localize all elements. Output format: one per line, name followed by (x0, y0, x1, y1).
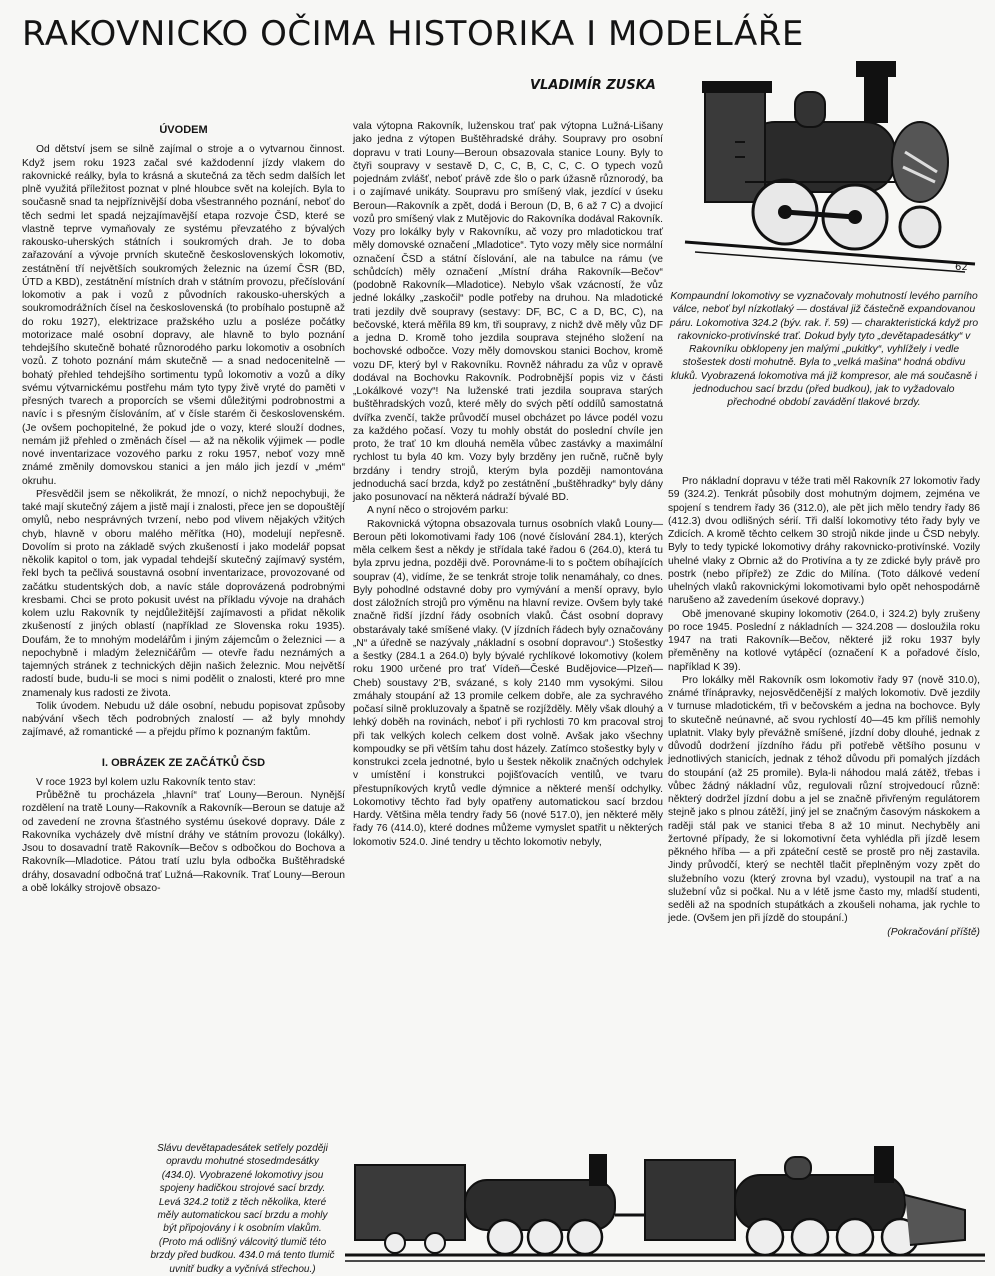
paragraph: Pro nákladní dopravu v téže trati měl Rakovník 27 lokomotiv řady 59 (324.2). Tenkrát působily dost mohutným dojmem, zejména ve spojení s tendrem řady 36 (312.0), ale pět jich mělo tendry řady 86 (412.3) dvou odlišných sérií. Tři další lokomotivy této řady byly ve Zdicích. A kromě těchto celkem 30 strojů nikde jinde u ČSD nebyly. Byly to tedy typické lokomotivy dráhy rakovnicko-protivínské. Vozily uhelné vlaky z Obrnic až do Protivína a ty ze zdické byly právě pro postrk (nebo přípřež) ze Zdic do Milína. (Toto dálkové vedení uhelných vlaků rakovnickými lokomotivami bylo opět nehospodárně narušeno až zavedením úsekové dopravy.) (668, 476, 980, 607)
article-title: RAKOVNICKO OČIMA HISTORIKA I MODELÁŘE (22, 14, 804, 54)
author-name: VLADIMÍR ZUSKA (530, 78, 656, 93)
paragraph: Obě jmenované skupiny lokomotiv (264.0, i 324.2) byly zrušeny po roce 1945. Poslední z nákladních — 324.208 — dosloužila roku 1947 na trati Rakovník—Bečov, některé již roku 1937 byly přeměněny na kotlové vytápěcí (označení K a pořadové číslo, například K 39). (668, 608, 980, 673)
caption-top-right: Kompaundní lokomotivy se vyznačovaly mohutností levého parního válce, neboť byl nízkotlaký — dostával již částečně expandovanou páru. Lokomotiva 324.2 (býv. rak. ř. 59) — charakteristická když pro rakovnicko-protivínské trať. Dokud byly tyto „devětapadesátky“ v Rakovníku obklopeny jen malými „pukitky“, vyhlížely i vedle stošestek dosti mohutně. Byla to „velká mašina“ hodná obdivu kluků. Vyobrazená lokomotiva má již kompresor, ale má současně i jednoduchou sací brzdu (před budkou), jak to vyžadovalo přechodné období zavádění tlakové brzdy. (669, 291, 979, 408)
paragraph: A nyní něco o strojovém parku: (367, 505, 509, 517)
locomotive-illustration-top (675, 32, 985, 277)
paragraph: Tolik úvodem. Nebudu už dále osobní, nebudu popisovat způsoby nabývání všech těch podrobných znalostí — až byly mnohdy zajímavé, až romantické — a přejdu přímo k poznaným faktům. (22, 700, 345, 739)
paragraph: V roce 1923 byl kolem uzlu Rakovník tento stav: (36, 776, 256, 788)
continued-note: (Pokračování příště) (887, 926, 980, 938)
locomotives-illustration-bottom (345, 1135, 985, 1265)
paragraph: vala výtopna Rakovník, luženskou trať pak výtopna Lužná-Lišany jako jedna z výtopen Buštěhradské dráhy. Soupravy pro osobní dopravu v trati Louny—Beroun obsazovala stanice Louny. Byly to čtyři soupravy v sestavě D, C, C, B, C, C, C. O typech vozů pojednám zvlášť, neboť právě zde šlo o park úžasně různorodý, ba i o zajímavé unikáty. Soupravu pro smíšený vlak, jezdící v úseku Beroun—Rakovník a zpět, dodá i Beroun (D, B, 6 až 7 C) a dvojicí vozů pro smíšený vlak z Mutějovic do Rakovníka dodával Rakovník. Vozy pro lokálky byly v Rakovníku, ač vozy pro mladotickou trať měly domovské označení „Mladotice“. Tyto vozy měly sice normální označení ČSD a státní číslování, ale na tabulce na rámu (ve schůdcích) měly označení „Místní dráha Rakovník—Bečov“ (podobně Rakovník—Mladotice). Nebylo však vzácností, že vůz jedné lokálky „zaskočil“ podle potřeby na druhou. Na mladotické trati jezdily dvě soupravy (sestavy: DF, BC, C a D, BC, C), na bečovské, která měřila 89 km, tři soupravy, z nichž dvě měly vůz DF a jedna D. Kromě toho jezdila souprava stejného složení na bochovské odbočce. Vozy měly domovskou stanici Bochov, kromě vozu DF, který byl v Rakovníku. Rovněž náhradu za vůz v opravě dodával na Bochovku Rakovník. Podrobnější popis viz v části „Lokálkové vozy“! Na luženské trati jezdila souprava starých buštěhradských vozů, které měly do svých pětí oddílů samostatná dvířka zvenčí, takže průvodčí musel obcházet po lávce podél vozu za každého počasí. Vozy tu mohly obstát do poslední chvíle jen proto, že trať 10 km dlouhá neměla vůbec zastávky a maximální rychlost tu byla 40 km. Vozy byly brzděny jen ručně, ručně byly brzdány i tendry strojů, kterým byla později namontována jednoduchá sací brzda, když po zestátnění „buštěhradky“ byly dány jako posunovací na některá nádraží bývalé BD. (353, 121, 663, 503)
paragraph: Pro lokálky měl Rakovník osm lokomotiv řady 97 (nově 310.0), známé třínápravky, nejosvědčenější z malých lokomotiv. Dvě jezdily v turnuse mladotickém, tři v bečovském a jedna na bochovce. Byly to skutečně neúnavné, ač svou rychlostí 40—45 km příliš nemohly uplatnit. Vlaky byly převážně smíšené, jízdní doby dlouhé, jednak z důvodů dodržení jízdního řádu při potřebě většího posunu v jednotlivých stanicích, jednak z téhož důvodu při pomalých jízdách do stoupání (až 25 promile). Byla-li náhodou malá zátěž, třebas i vůbec žádný nákladní vůz, regulovali různí strojvedoucí různě: některý dodržel jízdní dobu a jel se značně přivřeným regulátorem stejně jako s plnou zátěží, jiný jel se značným časovým náskokem a raději stál pak ve stanici třeba 8 až 10 minut. Nechyběly ani žertovné případy, že si lokomotivní četa vyhlédla při jízdě lesem pěkného hříba — a při zpáteční cestě se prostě pro něj zastavila. Jindy průvodčí, který se nechtěl tlačit přeplněným vozy zpět do služebního vozu (který zrovna byl vzadu), vystoupil na trať a na služební vůz si počkal. Nu a v létě jsme často my, mladší studenti, seděli až na spodních stupátkách a zkoušeli nohama, jak rychle to jede. (Ovšem jen při jízdě do stoupání.) (668, 674, 980, 925)
paragraph: Od dětství jsem se silně zajímal o stroje a o vytvarnou činnost. Když jsem roku 1923 začal své každodenní jízdy vlakem do rakovnické reálky, byla to krásná a skutečná za těch sedm dalších let plně využitá příležitost poznat v plné hloubce svět na kolejích. Byla to současně snad ta nejpříznivější doba všestranného poznání, neboť do těch sedmi let spadá nejzajímavější etapa rozvoje ČSD, které se vlastně teprve vymaňovaly ze systému převzatého z bývalých rakousko-uherských státních i soukromých drah. Je to doba zařazování a vývoje prvních skutečně československých lokomotiv, zestátnění tří největších soukromých železnic na území ČSR (BD, ÚTD a KBD), zestátnění místních drah v státním provozu, přečíslování lokomotiv a pak i vozů z původních rakousko-uherských a soukromodrážních čísel na československá (to probíhalo postupně až do roku 1927), elektrizace pražského uzlu a posléze počátky motorizace malé osobní dopravy, ale hlavně to bylo poznání tehdejšího skutečně bohaté různorodého parku lokomotiv a osobních vozů. Z tohoto poznání mám skutečně — a snad nedocenitelně — bohatý přehled tehdejšího sortimentu typů lokomotiv a vozů a díky svému výtvarnickému postřehu mám tyto typy živě vryté do paměti v přesných tvarech a proporcích se všemi důležitými podrobnostmi a navíc i s přesným číslováním, ať v čísle starém či československém. (Je ovšem pochopitelné, že pokud jde o vozy, které slouží dodnes, nemám již přehled o změnách čísel — až na několik výjimek — podle nové inventarizace vozového parku z roku 1957, neboť vozy mně známé změnily domovskou stanici a jen málo jich jezdí v „mém“ okruhu. (22, 144, 345, 487)
paragraph: Rakovnická výtopna obsazovala turnus osobních vlaků Louny—Beroun pěti lokomotivami řady 106 (nové číslování 284.1), kterých měla celkem šest a někdy je střídala také řadou 6 (264.0), která tu byla zprvu jedna, později dvě. Porovnáme-li to s počtem obíhajících souprav (4), vidíme, že se tenkrát stroje tolik nenamáhaly, co dnes. Byly pohodlné odstavné doby pro vymývání a menší opravy, bylo dost záložních strojů pro výměnu na hlavní revize. Ovšem byly také značně řidší jízdní řády osobních vlaků. Část osobní dopravy obstarávaly také smíšené vlaky. (V jízdních řádech byly označovány „N“ a úředně se nazývaly „nákladní s osobní dopravou“.) Stošestky a šestky (284.1 a 264.0) byly bývalé rychlíkové lokomotivy (kolem roku 1900 určené pro trať Vídeň—České Budějovice—Plzeň—Cheb) soustavy 2'B, svázané, s koly 2140 mm vysokými. Silou zmáhaly stoupání až 13 promile celkem dobře, ale za sychravého počasí silně prokluzovaly a špatně se rozjížděly. Měly však dlouhý a lehký doběh na rovinách, neboť i při rychlosti 70 km pracoval stroj při tak velkých kolech celkem dost volně. Avšak jako všechny kompoudky se při větším tahu dost házely. Zatímco stošestky byly v konstrukci zcela jednotné, bylo u šestek několik značných odchylek v umístění i konstrukci pojišťovacích ventilů, ve tvaru přestupníkových krytů vedle dýmnice a některé menší odchylky. Lokomotivy těchto řad byly opatřeny automatickou sací brzdou Hardy. Většina měla tendry řady 56 (nové 517.0), jen některé měly řady 76 (414.0), které dodnes můžeme vymyslet spatřit u některých lokomotiv 524.0. Jiné tendry u těchto lokomotiv nebyly, (353, 518, 664, 848)
svg-text:62: 62 (955, 262, 968, 273)
paragraph: Přesvědčil jsem se několikrát, že mnozí, o nichž nepochybuji, že také mají skutečný zájem a jistě mají i znalosti, přece jen se dopouštějí omylů, nebo nesprávných tvrzení, nebo pod vlivem nějakých vžitých chyb, hlavně v oboru malého měřítka (H0), modelují nepřesně. Dovolím si proto na základě svých zkušeností i jako modelář popsat několik kapitol o tom, jak vypadal tehdejší skutečný zajímavý systém, řekl bych ta pečlivá soustavná osobní inventarizace, provozované od začátku studentských dob, a navíc stále doprovázená podrobnými kresbami. Chci se proto pokusit uvést na příkladu vývoje na drahách kolem uzlu Rakovník ty nejdůležitější zajímavosti a přidat několik zkušeností z jiných oblastí (například ze Slovenska roku 1935). Doufám, že to mnohým modelářům i jiným zájemcům o železnici — a nepochybně i mladým železničářům — otevře řadu neznámých a tajemných stránek z technických dějin našich železnic. Mou největší radostí bude, budu-li se moci s nimi podělit o znalosti, které pro mne znamenaly kus radosti ze života. (22, 488, 345, 699)
chapter-heading: I. OBRÁZEK ZE ZAČÁTKŮ ČSD (101, 756, 266, 769)
caption-bottom: Slávu devětapadesátek setřely později opravdu mohutné stosedmdesátky (434.0). Vyobrazené lokomotivy jsou spojeny hadičkou strojové sací brzdy. Levá 324.2 totiž z těch několika, které měly automatickou sací brzdu a mohly být připojovány i k osobním vlakům. (Proto má odlišný válcovitý tlumič této brzdy před budkou. 434.0 má tento tlumič uvnitř budky a vyčnívá střechou.) (150, 1143, 335, 1275)
paragraph: Průběžně tu procházela „hlavní“ trať Louny—Beroun. Nynější rozdělení na tratě Louny—Rakovník a Rakovník—Beroun se datuje až od zavedení ne zrovna šťastného systému úsekové dopravy. Dále z Rakovníka vycházely dvě místní dráhy ve státním provozu (lokálky). Jsou to dosavadní tratě Rakovník—Bečov s odbočkou do Bochova a Rakovník—Mladotice. Pátou tratí uzlu byla odbočka Buštěhradské dráhy, dosavadní odbočná trať Lužná—Rakovník. Trať Louny—Beroun a obě lokálky strojově obsazo- (22, 790, 345, 894)
intro-heading: ÚVODEM (159, 124, 208, 136)
